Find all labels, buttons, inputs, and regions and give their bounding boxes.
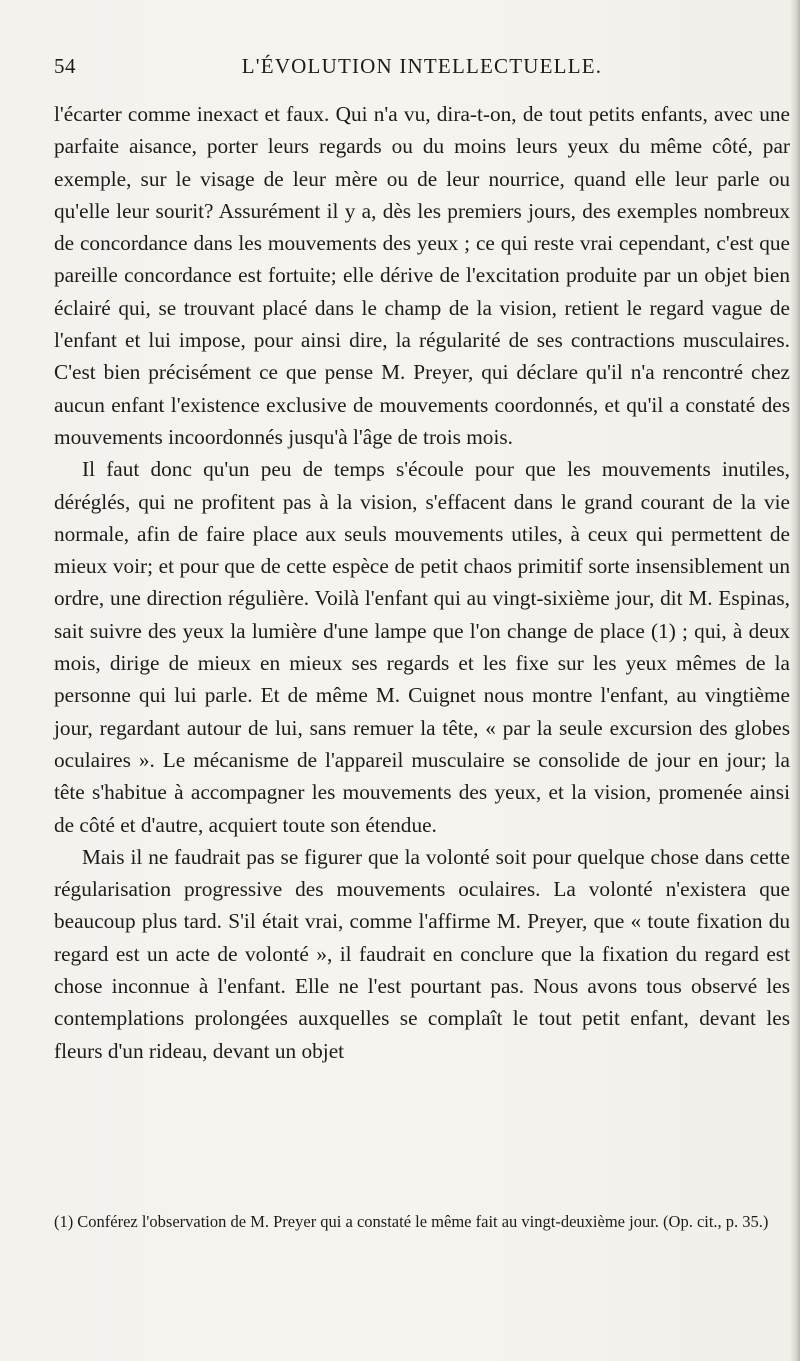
footnote-text: Conférez l'observation de M. Preyer qui a constaté le même fait au vingt-deuxième jour. (Op. cit., p. 35.)	[77, 1212, 769, 1231]
paragraph: Mais il ne faudrait pas se figurer que la volonté soit pour quelque chose dans cette régularisation progressive des mouvements oculaires. La volonté n'existera que beaucoup plus tard. S'il était vrai, comme l'affirme M. Preyer, que « toute fixation du regard est un acte de volonté », il faudrait en conclure que la fixation du regard est chose inconnue à l'enfant. Elle ne l'est pourtant pas. Nous avons tous observé les contemplations prolongées auxquelles se complaît le tout petit enfant, devant les fleurs d'un rideau, devant un objet	[54, 844, 790, 1063]
footnote-marker: (1)	[54, 1212, 74, 1231]
page-header	[54, 54, 790, 84]
paragraph: l'écarter comme inexact et faux. Qui n'a vu, dira-t-on, de tout petits enfants, avec une parfaite aisance, porter leurs regards ou du moins leurs yeux du même côté, par exemple, sur le visage de leur mère ou de leur nourrice, quand elle leur parle ou qu'elle leur sourit? Assurément il y a, dès les premiers jours, des exemples nombreux de concordance dans les mouvements des yeux ; ce qui reste vrai cependant, c'est que pareille concordance est fortuite; elle dérive de l'excitation produite par un objet bien éclairé qui, se trouvant placé dans le champ de la vision, retient le regard vague de l'enfant et lui impose, pour ainsi dire, la régularité de ses contractions musculaires. C'est bien précisément ce que pense M. Preyer, qui déclare qu'il n'a rencontré chez aucun enfant l'existence exclusive de mouvements coordonnés, et qu'il a constaté des mouvements incoordonnés jusqu'à l'âge de trois mois.	[54, 102, 790, 449]
running-title: L'ÉVOLUTION INTELLECTUELLE.	[241, 54, 603, 78]
page-number: 54	[54, 54, 76, 78]
footnote	[54, 1210, 790, 1233]
paragraph: Il faut donc qu'un peu de temps s'écoule pour que les mouvements inutiles, déréglés, qui ne profitent pas à la vision, s'effacent dans le grand courant de la vie normale, afin de faire place aux seuls mouvements utiles, à ceux qui permettent de mieux voir; et pour que de cette espèce de petit chaos primitif sorte insensiblement un ordre, une direction régulière. Voilà l'enfant qui au vingt-sixième jour, dit M. Espinas, sait suivre des yeux la lumière d'une lampe que l'on change de place (1) ; qui, à deux mois, dirige de mieux en mieux ses regards et les fixe sur les yeux mêmes de la personne qui lui parle. Et de même M. Cuignet nous montre l'enfant, au vingtième jour, regardant autour de lui, sans remuer la tête, « par la seule excursion des globes oculaires ». Le mécanisme de l'appareil musculaire se consolide de jour en jour; la tête s'habitue à accompagner les mouvements des yeux, et la vision, promenée ainsi de côté et d'autre, acquiert toute son étendue.	[54, 457, 790, 837]
page-edge-shadow	[790, 0, 800, 1361]
body-text	[54, 98, 790, 1067]
